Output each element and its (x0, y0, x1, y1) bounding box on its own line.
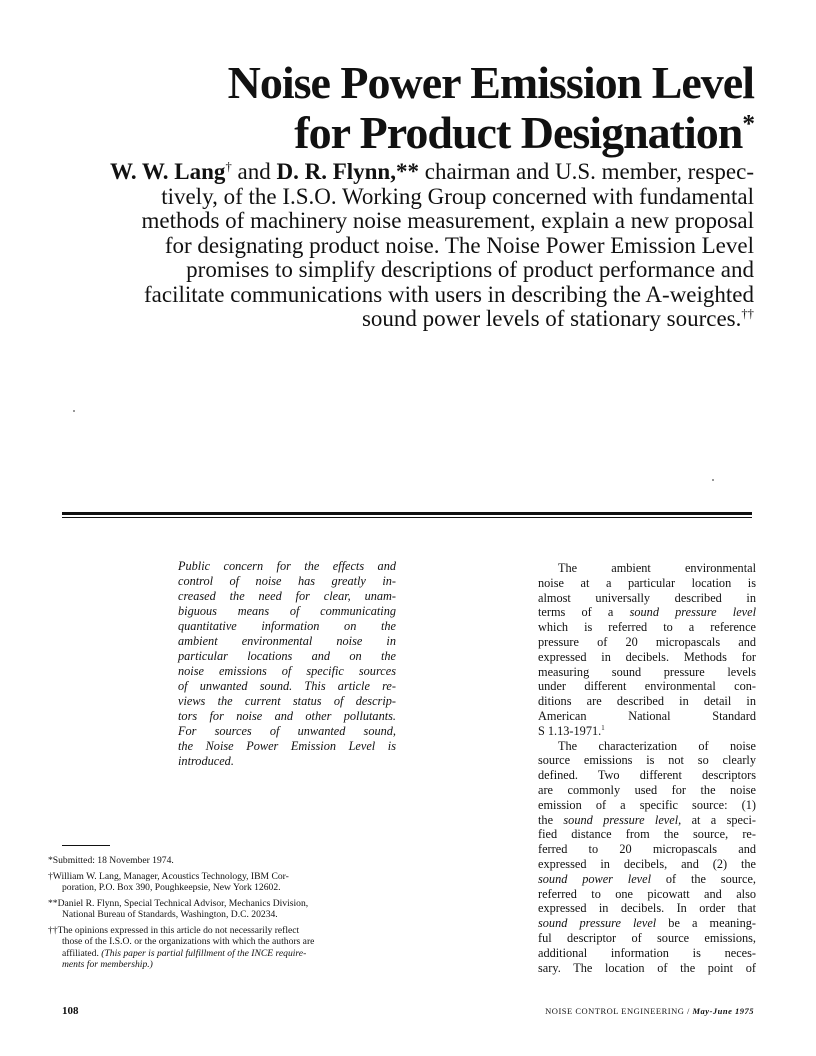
footnote-line: †William W. Lang, Manager, Acoustics Technology, IBM Cor- (48, 870, 289, 882)
footnote-disclaimer (48, 925, 408, 971)
footnote-italic-text: (This paper is partial fulfillment of the INCE require- (101, 947, 307, 959)
author-summary (54, 160, 754, 332)
body-line: ditions are described in detail in (538, 694, 756, 709)
body-line: which is referred to a reference (538, 620, 756, 635)
body-line: referred to one picowatt and also (538, 886, 756, 901)
footnote-author-2 (48, 898, 408, 921)
footnote-line: **Daniel R. Flynn, Special Technical Advisor, Mechanics Division, (48, 897, 309, 909)
abstract-line: quantitative information on the (178, 619, 396, 633)
body-line: ferred to 20 micropascals and (538, 842, 756, 857)
abstract-line: Public concern for the effects and (178, 559, 396, 573)
body-line: almost universally described in (538, 590, 756, 605)
footnote-line (48, 948, 408, 960)
footnote-line (48, 959, 408, 971)
body-italic-term: sound pressure level, (563, 812, 682, 827)
body-line: expressed in decibels. In order that (538, 901, 756, 916)
footnote-author-1 (48, 871, 408, 894)
body-line: expressed in decibels. Methods for (538, 649, 756, 664)
body-text: terms of a (538, 605, 630, 620)
abstract-line: creased the need for clear, unam- (178, 589, 396, 603)
body-line: measuring sound pressure levels (538, 664, 756, 679)
body-line: emission of a specific source: (1) (538, 797, 756, 812)
abstract-line: noise emissions of specific sources (178, 664, 396, 678)
body-italic-term: sound power level (538, 871, 652, 886)
body-line: noise at a particular location is (538, 575, 756, 590)
abstract-line: introduced. (178, 754, 234, 768)
body-line: pressure of 20 micropascals and (538, 634, 756, 649)
summary-line-last (54, 307, 754, 332)
article-title-line-2 (294, 108, 754, 158)
article-title-line-1: Noise Power Emission Level (227, 57, 754, 108)
body-line: expressed in decibels, and (2) the (538, 856, 756, 871)
author-1-name: W. W. Lang (109, 159, 226, 184)
body-line: under different environmental con- (538, 679, 756, 694)
summary-line: methods of machinery noise measurement, explain a new proposal (141, 208, 754, 233)
scan-speck (73, 410, 75, 412)
section-rule-thin (62, 517, 752, 518)
author-2-name: D. R. Flynn, (276, 159, 396, 184)
summary-line: promises to simplify descriptions of product performance and (186, 257, 754, 282)
abstract (178, 559, 396, 769)
body-line: fied distance from the source, re- (538, 827, 756, 842)
journal-issue: May-June 1975 (692, 1006, 754, 1016)
body-line: American National Standard (538, 708, 756, 723)
body-line: source emissions is not so clearly (538, 753, 756, 768)
running-footer (545, 1006, 754, 1016)
footnote-italic-text: ments for membership.) (62, 959, 153, 970)
body-line: The characterization of noise (558, 738, 756, 753)
body-italic-term: sound pressure level (629, 605, 756, 620)
abstract-line: biguous means of communicating (178, 604, 396, 618)
body-italic-term: sound pressure level (538, 916, 657, 931)
abstract-line: control of noise has greatly in- (178, 574, 396, 588)
abstract-line: particular locations and on the (178, 649, 396, 663)
body-line (538, 916, 756, 931)
body-line (538, 813, 756, 828)
abstract-line: ambient environmental noise in (178, 634, 396, 648)
summary-line: for designating product noise. The Noise Power Emission Level (164, 232, 754, 258)
author-1-footnote-mark: † (225, 159, 232, 174)
body-line (538, 872, 756, 887)
reference-mark: 1 (601, 724, 605, 732)
footnote-submitted (48, 855, 408, 867)
section-rule-thick (62, 512, 752, 515)
footnote-text: affiliated. (62, 947, 102, 959)
body-text: be a meaning- (656, 916, 756, 931)
footnote-line: *Submitted: 18 November 1974. (48, 855, 174, 866)
article-title-text: for Product Designation (294, 107, 743, 158)
body-text: at a speci- (681, 812, 756, 827)
journal-name: NOISE CONTROL ENGINEERING / (545, 1006, 693, 1016)
body-line: ful descriptor of source emissions, (538, 930, 756, 945)
body-line: are commonly used for the noise (538, 782, 756, 797)
summary-footnote-mark: †† (741, 306, 754, 321)
body-line: defined. Two different descriptors (538, 768, 756, 783)
footnotes (48, 855, 408, 975)
summary-line-1 (54, 160, 754, 185)
abstract-line: the Noise Power Emission Level is (178, 739, 396, 753)
summary-line: facilitate communications with users in describing the A-weighted (144, 281, 754, 307)
scan-speck (712, 479, 714, 481)
body-text: S 1.13-1971. (538, 723, 602, 738)
summary-line-1-rest: chairman and U.S. member, respec- (418, 159, 754, 184)
abstract-line: of unwanted sound. This article re- (178, 679, 396, 693)
body-line: The ambient environmental (558, 561, 756, 575)
footnote-line: poration, P.O. Box 390, Poughkeepsie, New York 12602. (62, 882, 281, 893)
footnote-rule (62, 845, 110, 846)
body-column-right (538, 561, 756, 975)
abstract-line: views the current status of descrip- (178, 694, 396, 708)
page-number: 108 (62, 1005, 79, 1017)
footnote-line: those of the I.S.O. or the organizations with which the authors are (62, 936, 315, 947)
abstract-line: For sources of unwanted sound, (178, 724, 396, 738)
body-line: sary. The location of the point of (538, 960, 756, 975)
author-2-footnote-mark: ** (395, 159, 419, 184)
body-text: of the source, (651, 871, 756, 886)
summary-line-last-text: sound power levels of stationary sources. (361, 306, 742, 331)
footnote-line: ††The opinions expressed in this article do not necessarily reflect (48, 924, 300, 936)
body-text: the (538, 812, 564, 827)
summary-and: and (231, 159, 277, 184)
body-line: additional information is neces- (538, 945, 756, 960)
abstract-line: tors for noise and other pollutants. (178, 709, 396, 723)
body-line (538, 724, 756, 739)
body-line (538, 605, 756, 620)
footnote-line: National Bureau of Standards, Washington, D.C. 20234. (62, 909, 278, 920)
summary-line: tively, of the I.S.O. Working Group concerned with fundamental (161, 183, 754, 209)
title-footnote-mark: * (742, 109, 754, 138)
